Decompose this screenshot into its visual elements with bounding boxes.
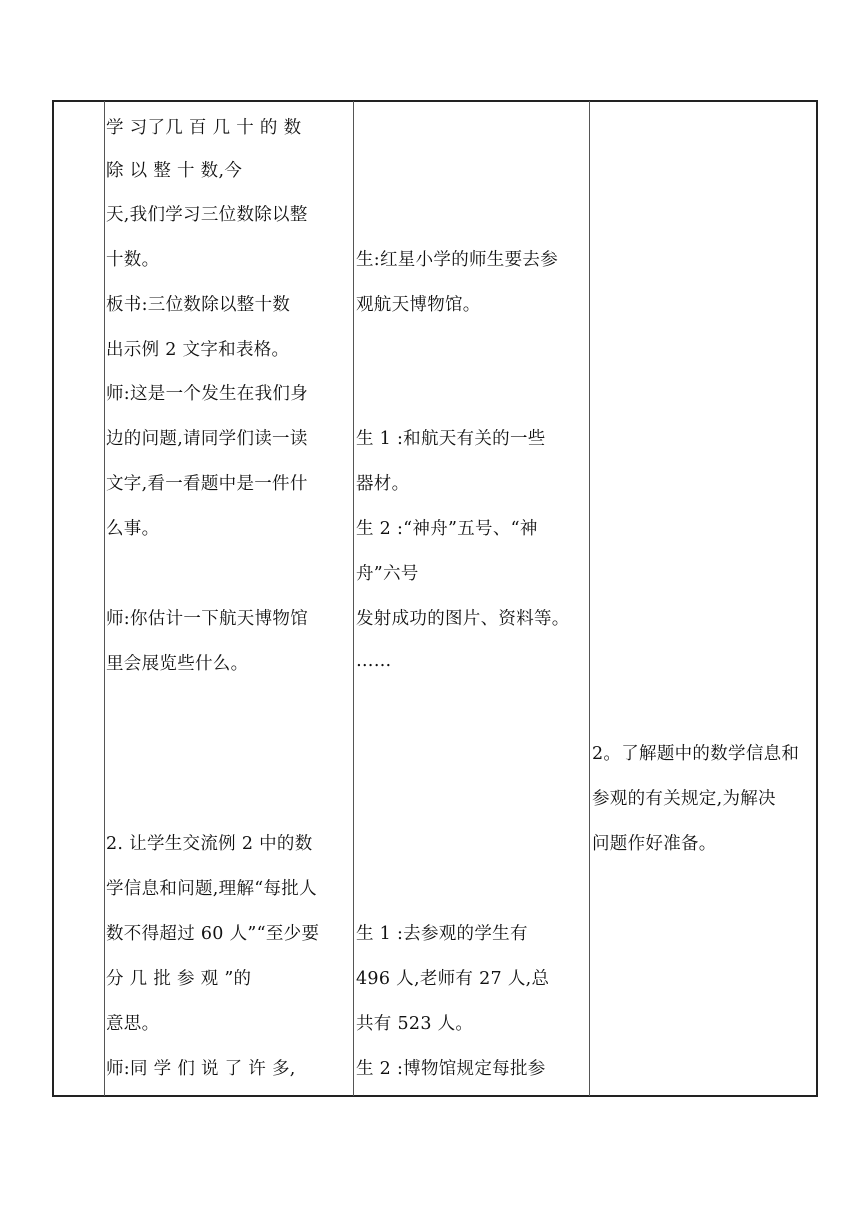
table-border-top — [52, 100, 818, 102]
text-line: 天,我们学习三位数除以整 — [106, 205, 308, 225]
column-divider-2 — [353, 101, 354, 1096]
text-line: 生 1 :和航天有关的一些 — [356, 429, 546, 449]
text-line: 板书:三位数除以整十数 — [106, 295, 291, 315]
text-line: 观航天博物馆。 — [356, 295, 481, 315]
text-line: 边的问题,请同学们读一读 — [106, 429, 308, 449]
text-line: 除 以 整 十 数,今 — [106, 161, 243, 181]
text-line: 共有 523 人。 — [356, 1014, 474, 1034]
text-line: 十数。 — [106, 250, 160, 270]
text-line: 师:同 学 们 说 了 许 多, — [106, 1059, 296, 1079]
table-border-left — [52, 100, 54, 1097]
text-line: 问题作好准备。 — [592, 834, 717, 854]
text-line: 意思。 — [106, 1014, 160, 1034]
text-line: …… — [356, 651, 392, 671]
text-line: 496 人,老师有 27 人,总 — [356, 969, 550, 989]
text-line: 2。了解题中的数学信息和 — [592, 744, 800, 764]
text-line: 舟”六号 — [356, 564, 419, 584]
column-divider-1 — [104, 101, 105, 1096]
text-line: 器材。 — [356, 474, 410, 494]
text-line: 2. 让学生交流例 2 中的数 — [106, 834, 313, 854]
table-border-right — [816, 100, 818, 1097]
text-line: 学信息和问题,理解“每批人 — [106, 879, 317, 899]
text-line: 里会展览些什么。 — [106, 654, 249, 674]
text-line: 么事。 — [106, 519, 160, 539]
text-line: 出示例 2 文字和表格。 — [106, 340, 290, 360]
text-line: 师:你估计一下航天博物馆 — [106, 609, 308, 629]
text-line: 分 几 批 参 观 ”的 — [106, 969, 252, 989]
text-line: 生 1 :去参观的学生有 — [356, 924, 528, 944]
text-line: 生:红星小学的师生要去参 — [356, 250, 558, 270]
text-line: 数不得超过 60 人”“至少要 — [106, 924, 320, 944]
text-line: 师:这是一个发生在我们身 — [106, 384, 308, 404]
table-border-bottom — [52, 1095, 818, 1097]
text-line: 参观的有关规定,为解决 — [592, 789, 776, 809]
text-line: 发射成功的图片、资料等。 — [356, 609, 570, 629]
text-line: 学 习了几 百 几 十 的 数 — [106, 118, 302, 138]
column-divider-3 — [589, 101, 590, 1096]
text-line: 文字,看一看题中是一件什 — [106, 474, 308, 494]
text-line: 生 2 :“神舟”五号、“神 — [356, 519, 538, 539]
text-line: 生 2 :博物馆规定每批参 — [356, 1059, 546, 1079]
